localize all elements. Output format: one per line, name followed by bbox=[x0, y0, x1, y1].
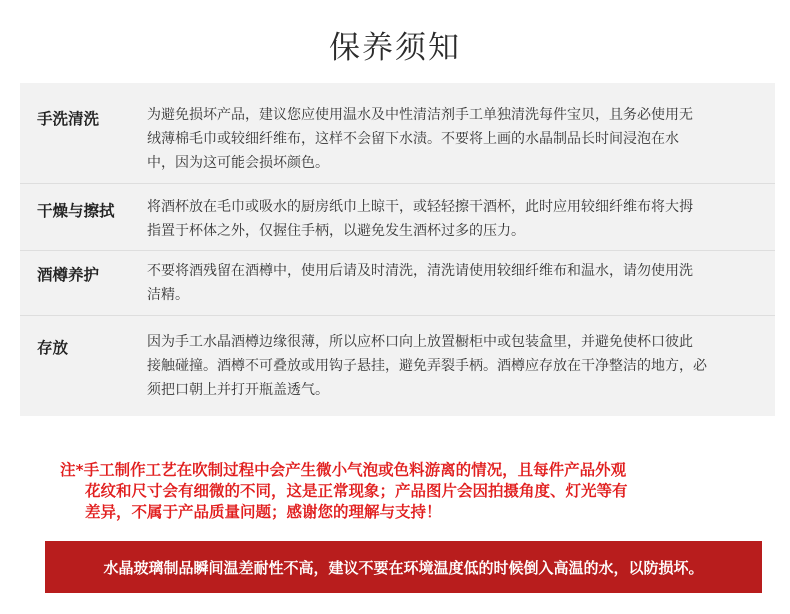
care-label: 存放 bbox=[37, 339, 69, 357]
care-text-line: 接触碰撞。酒樽不可叠放或用钩子悬挂，避免弄裂手柄。酒樽应存放在干净整洁的地方，必 bbox=[147, 358, 707, 374]
care-text-line: 因为手工水晶酒樽边缘很薄，所以应杯口向上放置橱柜中或包装盒里，并避免使杯口彼此 bbox=[147, 334, 693, 350]
care-text-line: 指置于杯体之外，仅握住手柄，以避免发生酒杯过多的压力。 bbox=[147, 223, 525, 239]
row-divider bbox=[20, 250, 775, 251]
care-text-line: 不要将酒残留在酒樽中，使用后请及时清洗，清洗请使用较细纤维布和温水，请勿使用洗 bbox=[147, 263, 693, 279]
row-divider bbox=[20, 315, 775, 316]
care-label: 酒樽养护 bbox=[37, 266, 100, 284]
care-text-line: 中，因为这可能会损坏颜色。 bbox=[147, 155, 329, 171]
care-text-line: 须把口朝上并打开瓶盖透气。 bbox=[147, 382, 329, 398]
disclaimer-note bbox=[60, 460, 760, 523]
care-text bbox=[147, 330, 759, 402]
note-line: 差异，不属于产品质量问题；感谢您的理解与支持！ bbox=[85, 503, 442, 521]
care-instructions-panel bbox=[20, 83, 775, 416]
care-text-line: 将酒杯放在毛巾或吸水的厨房纸巾上晾干，或轻轻擦干酒杯，此时应用较细纤维布将大拇 bbox=[147, 199, 693, 215]
page-title: 保养须知 bbox=[329, 30, 461, 66]
care-label: 干燥与擦拭 bbox=[37, 202, 115, 220]
care-text-line: 绒薄棉毛巾或较细纤维布，这样不会留下水渍。不要将上画的水晶制品长时间浸泡在水 bbox=[147, 131, 679, 147]
care-label: 手洗清洗 bbox=[37, 110, 100, 128]
care-text-line: 洁精。 bbox=[147, 287, 189, 303]
temperature-warning-banner: 水晶玻璃制品瞬间温差耐性不高，建议不要在环境温度低的时候倒入高温的水，以防损坏。 bbox=[45, 541, 762, 593]
note-line: 花纹和尺寸会有细微的不同，这是正常现象；产品图片会因拍摄角度、灯光等有 bbox=[85, 482, 628, 500]
row-divider bbox=[20, 183, 775, 184]
care-text bbox=[147, 259, 759, 307]
note-line: 注*手工制作工艺在吹制过程中会产生微小气泡或色料游离的情况，且每件产品外观 bbox=[60, 461, 627, 479]
care-text bbox=[147, 103, 759, 175]
care-text-line: 为避免损坏产品，建议您应使用温水及中性清洁剂手工单独清洗每件宝贝，且务必使用无 bbox=[147, 107, 693, 123]
care-text bbox=[147, 195, 759, 243]
